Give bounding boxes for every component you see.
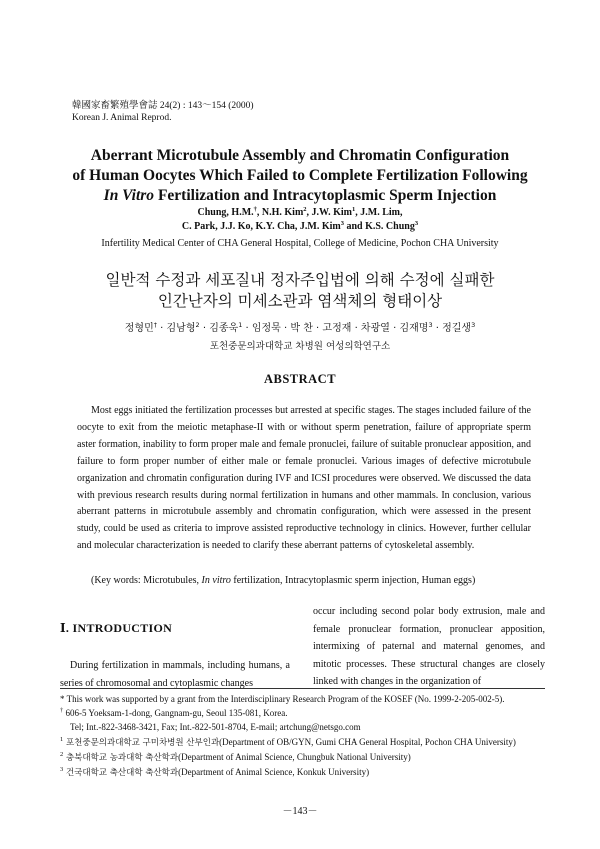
keywords-suffix: fertilization, Intracytoplasmic sperm injection, Human eggs) <box>230 575 476 586</box>
journal-citation-korean: 韓國家畜繁殖學會誌 24(2) : 143～154 (2000) <box>72 101 254 111</box>
korean-affiliation: 포천중문의과대학교 차병원 여성의학연구소 <box>209 341 391 352</box>
author-name: , J.M. Lim, <box>355 207 403 218</box>
korean-title-line-1: 일반적 수정과 세포질내 정자주입법에 의해 수정에 실패한 <box>105 271 495 289</box>
author-mark: 3 <box>340 219 344 227</box>
footnotes <box>60 692 550 780</box>
author-mark: 2 <box>195 321 200 329</box>
korean-author-list <box>40 322 560 335</box>
affiliation: Infertility Medical Center of CHA General Hospital, College of Medicine, Pochon CHA University <box>101 238 499 249</box>
korean-author-name: · 김남형 <box>156 323 196 334</box>
journal-citation-english: Korean J. Animal Reprod. <box>72 113 172 123</box>
author-line-2 <box>40 220 560 234</box>
keywords <box>91 574 475 587</box>
footnote-mark: 1 <box>60 735 64 743</box>
footnote-korean: 포천중문의과대학교 구미차병원 산부인과 <box>63 737 220 748</box>
author-list <box>40 206 560 233</box>
korean-author-name: · 김종욱 <box>199 323 239 334</box>
author-name: , N.H. Kim <box>256 207 304 218</box>
title-line-3-rest: Fertilization and Intracytoplasmic Sperm Injection <box>154 187 497 204</box>
title-line-2: of Human Oocytes Which Failed to Complete Fertilization Following <box>72 167 528 184</box>
footnote-contact: Tel; Int.-822-3468-3421, Fax; Int.-822-501-8704, E-mail; artchung@netsgo.com <box>70 722 361 733</box>
author-mark: 1 <box>352 206 356 213</box>
author-mark: 3 <box>428 321 433 329</box>
intro-paragraph-right: occur including second polar body extrusion, male and female pronuclear formation, pronuclear apposition, intermixing of paternal and maternal genomes, and mitotic processes. These structural changes are closely linked with changes in the organization of <box>313 606 545 688</box>
author-name: , J.W. Kim <box>306 207 352 218</box>
footnote-korean: 건국대학교 축산대학 축산학과 <box>63 768 179 779</box>
footnote-korean: 충북대학교 농과대학 축산학과 <box>63 752 179 763</box>
title-line-1: Aberrant Microtubule Assembly and Chromatin Configuration <box>90 147 510 164</box>
author-name: and K.S. Chung <box>343 220 415 232</box>
author-mark: 3 <box>414 219 419 227</box>
korean-author-name: 정형민 <box>124 323 154 334</box>
footnote-affiliation-2 <box>60 750 550 765</box>
footnote-funding: * This work was supported by a grant from the Interdisciplinary Research Program of the KOSEF (No. 1999-2-205-002-5). <box>60 694 505 704</box>
author-name: Chung, H.M. <box>197 207 254 218</box>
footnote-affiliation-1 <box>60 735 550 750</box>
footnote-address-text: 606-5 Yoeksam-1-dong, Gangnam-gu, Seoul 135-081, Korea. <box>63 708 288 719</box>
footnote-address <box>60 706 550 720</box>
author-mark: 3 <box>471 321 476 329</box>
author-line-1 <box>40 206 560 220</box>
footnote-mark: 2 <box>60 750 64 758</box>
footnote-mark: 3 <box>60 766 64 774</box>
footnote-divider <box>60 688 545 689</box>
footnote-affiliation-3 <box>60 765 550 780</box>
title-italic: In Vitro <box>103 187 155 204</box>
footnote-mark: † <box>60 707 64 715</box>
abstract-heading: ABSTRACT <box>263 372 337 386</box>
author-mark: † <box>153 321 157 329</box>
author-mark: † <box>253 206 257 213</box>
footnote-english: (Department of Animal Science, Konkuk University) <box>178 767 370 778</box>
korean-author-name: · 정길생 <box>432 323 472 334</box>
keywords-prefix: (Key words: Microtubules, <box>91 575 202 586</box>
korean-title <box>40 270 560 312</box>
korean-author-name: · 임정묵 · 박 찬 · 고정재 · 차광열 · 김재명 <box>242 323 429 334</box>
keywords-italic: In vitro <box>201 575 231 586</box>
title-line-3 <box>40 186 560 206</box>
introduction-heading: Ⅰ. INTRODUCTION <box>60 621 173 635</box>
author-name: C. Park, J.J. Ko, K.Y. Cha, J.M. Kim <box>181 220 341 232</box>
korean-title-line-2: 인간난자의 미세소관과 염색체의 형태이상 <box>157 292 443 310</box>
abstract-body: Most eggs initiated the fertilization processes but arrested at specific stages. The stages included failure of the oocyte to exit from the meiotic metaphase-II with or without sperm penetration, failure of appropriate sperm aster formation, inability to form proper male and female pronuclei, failure of suitable pronuclear apposition, and failure to form proper number of either male or female pronuclei. Various images of defective microtubule organization and chromatin configuration during IVF and ICSI procedures were observed. We discussed the data with previous research results during normal fertilization in humans and other mammals. In conclusion, various aberrant patterns in microtubule assembly and chromatin configuration, which were assessed in the present study, could be used as criteria to improve assisted reproductive technology in clinics. However, further cellular and molecular characterization is needed to clarify these aberrant patterns of cytoskeletal assembly. <box>77 405 531 552</box>
author-mark: 1 <box>238 321 243 329</box>
author-mark: 2 <box>303 206 307 213</box>
footnote-english: (Department of Animal Science, Chungbuk National University) <box>178 751 411 762</box>
intro-paragraph-left: During fertilization in mammals, including humans, a series of chromosomal and cytoplasmic changes <box>60 660 290 689</box>
paper-title <box>40 146 560 206</box>
page-number: －143－ <box>282 806 318 817</box>
footnote-english: (Department of OB/GYN, Gumi CHA General Hospital, Pochon CHA University) <box>219 736 516 747</box>
journal-citation <box>72 100 254 124</box>
